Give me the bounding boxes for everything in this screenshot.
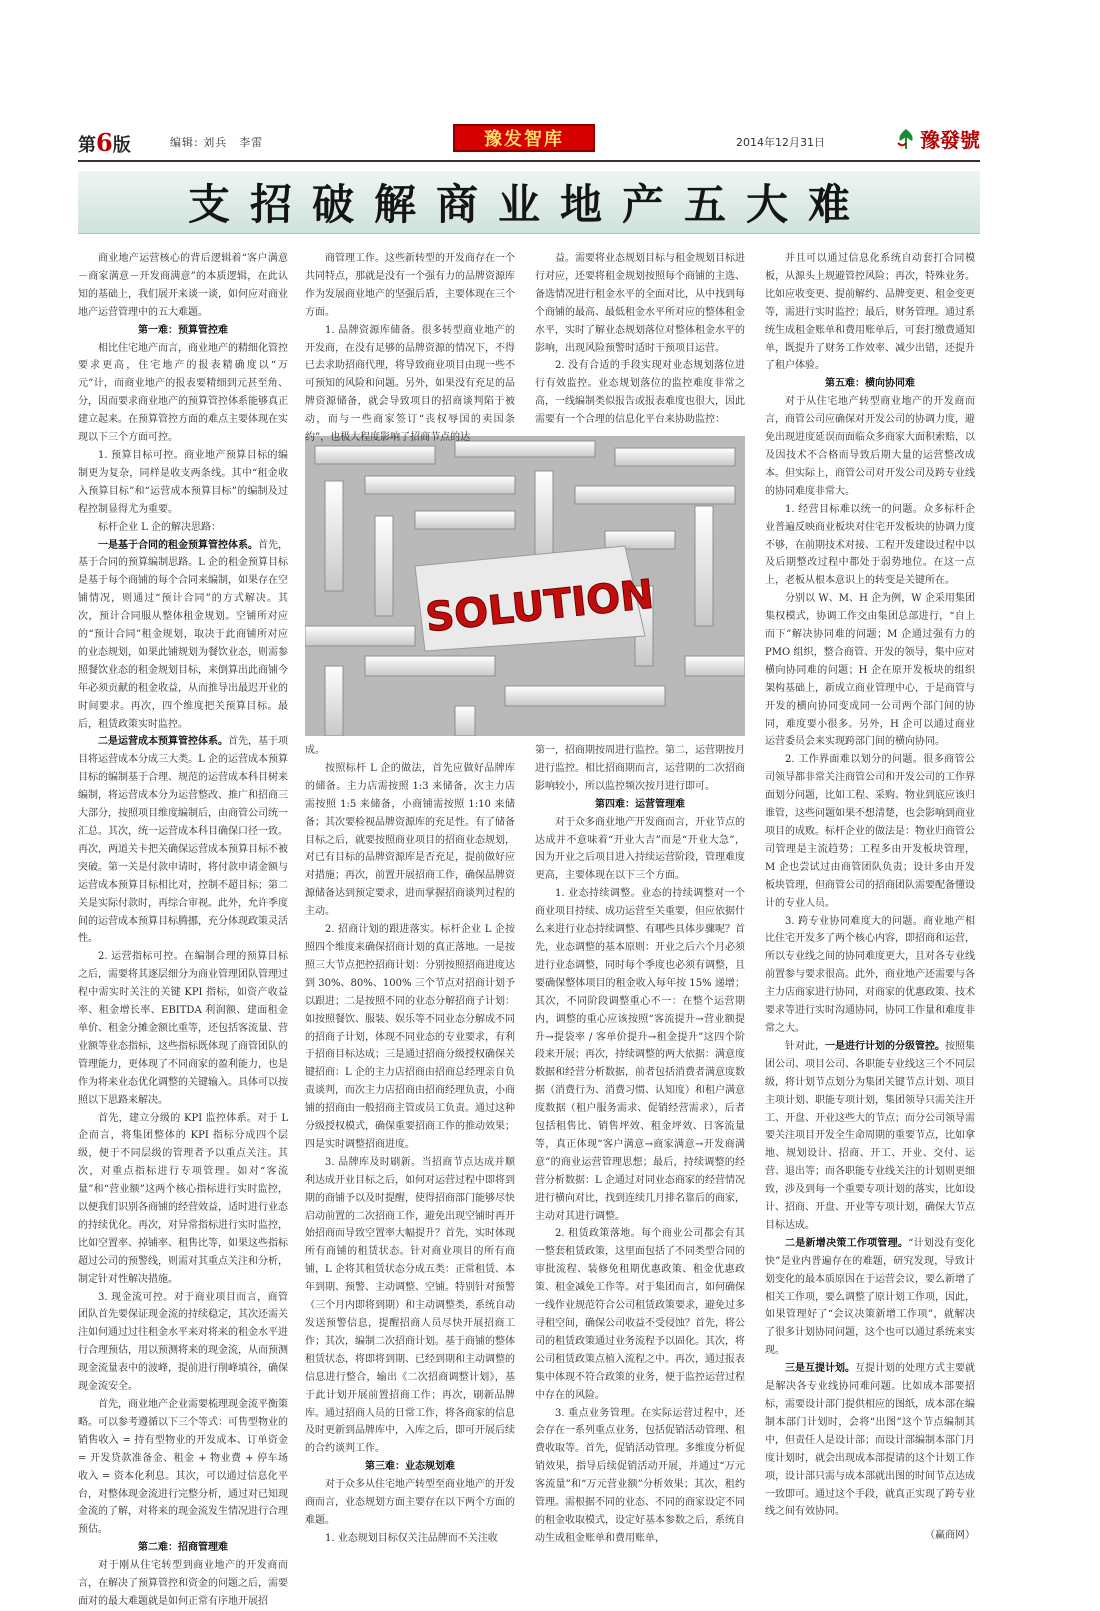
paragraph: 1. 业态持续调整。业态的持续调整对一个商业项目持续、成功运营至关重要，但应依据什么来进行业态持续调整、有哪些具体步骤呢？首先，业态调整的基本原则：开业之后六个月必须进行业态调整，同时每个季度也必须有调整，且要确保整体项目的租金收入每年按 15% 递增；其次，不同阶段调整重心不一：在整个运营期内，调整的重心应该按照“客流提升→营业额提升→提袋率 / 客单价提升→租金提升”这四个阶段来开展；再次，持续调整的两大依据：满意度数据和经营分析数据，前者包括消费者满意度数据（消费行为、消费习惯、认知度）和租户满意度数据（租户服务需求、促销经营需求），后者包括租售比、销售坪效、租金坪效、日客流量等，真正体现“客户满意→商家满意→开发商满意”的商业运营管理思想；最后，持续调整的经营分析数据：L 企通过对同业态商家的经营情况进行横向对比，找到连续几月排名靠后的商家，主动对其进行调整。 [535,888,745,1222]
page-number: 第6版 [78,128,131,157]
section-heading: 第一难：预算管控难 [138,324,228,336]
article-source: （赢商网） [925,1530,975,1542]
paragraph: 1. 经营目标难以统一的问题。众多标杆企业普遍反映商业板块对住宅开发板块的协调力度不够，在前期技术对接、工程开发建设过程中以及后期整改过程中都处于弱势地位。在这一点上，老板从根本意识上的转变是关键所在。 [765,503,975,587]
solution-word: SOLUTION [423,571,656,642]
lead-phrase: 一是基于合同的租金预算管控体系。 [98,539,258,551]
paragraph: 标杆企业 L 企的解决思路： [98,521,221,533]
paragraph: 第一，招商期按周进行监控。第二，运营期按月进行监控。相比招商期而言，运营期的二次招商影响较小，所以监控频次按月进行即可。 [535,745,745,792]
article-column-3-top [535,250,745,429]
section-heading: 第五难：横向协同难 [825,378,915,390]
paragraph: 相比住宅地产而言，商业地产的精细化管控要求更高，住宅地产的报表精确度以“万元”计，而商业地产的报表要精细到元甚至角、分，因而要求商业地产的预算管控体系能够真正建立起来。在预算管控方面的难点主要体现在实现以下三个方面可控。 [78,342,288,444]
paragraph: 3. 现金流可控。对于商业项目而言，商管团队首先要保证现金流的持续稳定，其次还需关注如何通过过往租金水平来对将来的租金水平进行合理预估，用以预测将来的现金流，从而预测现金流量表中的波峰，提前进行削峰填谷，确保现金流安全。 [78,1291,288,1393]
article-column-3-bottom [535,742,745,1548]
paragraph: 分别以 W、M、H 企为例，W 企采用集团集权模式，协调工作交由集团总部进行，“自上而下”解决协同难的问题；M 企通过强有力的 PMO 组织，整合商管、开发的领导，集中应对横向协同难的问题；H 企在原开发板块的组织架构基础上，新成立商业管理中心，于是商管与开发的横向协同变成同一公司两个部门间的协同，难度要小很多。另外，H 企可以通过商业运营委员会来实现跨部门间的横向协同。 [765,593,975,748]
lead-phrase: 二是新增决策工作项管理。 [785,1237,909,1249]
paragraph: 二是运营成本预算管控体系。首先，基于项目将运营成本分成三大类。L 企的运营成本预算目标的编制基于合理、规范的运营成本科目树来编制，将运营成本分为运营整改、推广和招商三大部分，按照项目维度编制后，由商管公司统一汇总。其次，统一运营成本科目确保口径一致。再次，两道关卡把关确保运营成本预算目标不被突破。第一关是付款申请时，将付款申请金额与运营成本预算目标相比对，控制不超目标；第二关是实际付款时，再综合审视。此外，允许季度间的运营成本预算目标腾挪，充分体现政策灵活性。 [78,736,288,945]
newspaper-logo [894,124,980,153]
paragraph: 2. 工作界面难以划分的问题。很多商管公司领导都非常关注商管公司和开发公司的工作界面划分问题，比如工程、采购、物业到底应该归谁管，这些问题如果不想清楚，也会影响到商业项目的成败。标杆企业的做法是：物业归商管公司管理是主流趋势；工程多由开发板块管理，M 企也尝试过由商管团队负责；设计多由开发板块管理，但商管公司的招商团队需要配备懂设计的专业人员。 [765,754,975,909]
logo-text: 豫發號 [920,128,980,152]
paragraph: 1. 业态规划目标仅关注品牌而不关注收 [325,1532,498,1544]
article-column-1 [78,250,288,1611]
article-column-4 [765,250,975,1545]
paragraph: 对于众多从住宅地产转型至商业地产的开发商而言，业态规划方面主要存在以下两个方面的难题。 [305,1479,515,1526]
paragraph: 并且可以通过信息化系统自动套打合同模板，从源头上规避管控风险；再次，特殊业务。比如应收变更、提前解约、品牌变更、租金变更等，需进行实时监控；最后，财务管理。通过系统生成租金账单和费用账单后，可套打缴费通知单，既提升了财务工作效率、减少出错，还提升了租户体验。 [765,253,975,372]
paragraph: 2. 招商计划的跟进落实。标杆企业 L 企按照四个维度来确保招商计划的真正落地。一是按照三大节点把控招商计划：分别按照招商进度达到 30%、80%、100% 三个节点对招商计划予以跟进；二是按照不同的业态分解招商子计划：如按照餐饮、服装、娱乐等不同业态分解成不同的招商子计划，体现不同业态的专业要求，有利于招商目标达成；三是通过招商分级授权确保关键招商：L 企的主力店招商由招商总经理亲自负责谈判，而次主力店招商由招商经理负责，小商铺的招商由一般招商主管或员工负责。通过这种分级授权模式，确保重要招商工作的推动效果；四是实时调整招商进度。 [305,924,515,1150]
section-heading: 第四难：运营管理难 [595,798,685,810]
headline: 支招破解商业地产五大难 [187,180,870,229]
maze-illustration [305,436,745,736]
section-heading: 第三难：业态规划难 [365,1461,455,1473]
solution-maze-photo [305,436,745,736]
paragraph: 一是基于合同的租金预算管控体系。首先，基于合同的预算编制思路。L 企的租金预算目标是基于每个商铺的每个合同来编制，如果存在空铺情况，则通过“预计合同”的方式解决。其次，预计合同服从整体租金规划。空铺所对应的“预计合同”租金规划，取决于此商铺所对应的业态规划，如果此铺规划为餐饮业态，则需参照餐饮业态的租金规划目标，来倒算出此商铺今年必须贡献的租金收益，从而推导出最迟开业的时间要求。再次，四个维度把关预算目标。最后，租赁政策实时监控。 [78,539,288,730]
paragraph: 按照标杆 L 企的做法，首先应做好品牌库的储备。主力店需按照 1:3 来储备，次主力店需按照 1:5 来储备，小商铺需按照 1:10 来储备；其次要检视品牌资源库的充足性。有了储备目标之后，就要按照商业项目的招商业态规划，对已有目标的品牌资源库是否充足，提前做好应对措施；再次，前置开展招商工作，确保品牌资源储备达到预定要求，进而掌握招商谈判过程的主动。 [305,762,515,918]
issue-date: 2014年12月31日 [736,136,825,149]
paragraph: 针对此，一是进行计划的分级管控。按照集团公司、项目公司、各职能专业线这三个不同层级，将计划节点划分为集团关键节点计划、项目主项计划、职能专项计划，集团领导只需关注开工、开盘、开业这些大的节点；而分公司领导需要关注项目开发全生命周期的重要节点，比如拿地、规划设计、招商、开工、开业、交付、运营、退出等；而各职能专业线关注的计划则更细致，涉及到每一个重要专项计划的落实，比如设计、招商、开盘、开业等专项计划，确保大节点目标达成。 [765,1040,975,1231]
paragraph: 益。需要将业态规划目标与租金规划目标进行对应，还要将租金规划按照每个商铺的主选、备选情况进行租金水平的全面对比，从中找到每个商铺的最高、最低租金水平所对应的整体租金水平，实时了解业态规划落位对整体租金水平的影响，出现风险预警时适时干预项目运营。 [535,253,745,354]
headline-banner [78,171,980,234]
lead-phrase: 一是进行计划的分级管控。 [825,1040,945,1052]
paragraph: 1. 预算目标可控。商业地产预算目标的编制更为复杂，同样是收支两条线。其中“租金收入预算目标”和“运营成本预算目标”的编制及过程控制显得尤为重要。 [78,449,288,515]
paragraph: 商管理工作。这些新转型的开发商存在一个共同特点，那就是没有一个强有力的品牌资源库作为发展商业地产的坚强后盾，主要体现在三个方面。 [305,253,515,318]
paragraph: 3. 重点业务管理。在实际运营过程中，还会存在一系列重点业务，包括促销活动管理、租费收取等。首先，促销活动管理。多维度分析促销效果，指导后续促销活动开展，并通过“万元客流量”和“万元营业额”分析效果；其次，租约管理。需根据不同的业态、不同的商家设定不同的租金收取模式，设定好基本参数之后，系统自动生成租金账单和费用账单， [535,1407,745,1544]
paragraph: 2. 租赁政策落地。每个商业公司都会有其一整套租赁政策，这里面包括了不同类型合同的审批流程、装修免租期优惠政策、租金优惠政策、租金减免工作等。对于集团而言，如何确保一线作业规范符合公司租赁政策要求，避免过多寻租空间，确保公司收益不受侵蚀？首先，将公司的租赁政策通过业务流程予以固化。其次，将公司租赁政策点植入流程之中。再次，通过报表集中体现不符合政策的业务，便于监控运营过程中存在的风险。 [535,1228,745,1401]
article-column-2-top [305,250,515,447]
paragraph: 成。 [305,745,325,756]
paragraph: 对于刚从住宅转型到商业地产的开发商而言，在解决了预算管控和资金的问题之后，需要面对的最大难题就是如何正常有序地开展招 [78,1560,288,1607]
paragraph: 商业地产运营核心的背后逻辑着“客户满意－商家满意－开发商满意”的本质逻辑，在此认知的基础上，我们展开来谈一谈，如何应对商业地产运营管理中的五大难题。 [78,253,288,318]
paragraph: 3. 品牌库及时刷新。当招商节点达成并顺利达成开业目标之后，如何对运营过程中即将到期的商铺予以及时提醒，使得招商部门能够尽快启动前置的二次招商工作，避免出现空铺时再开始招商而导致空置率大幅提升？首先，实时体现所有商铺的租赁状态。针对商业项目的所有商铺，L 企将其租赁状态分成五类：正常租赁、本年到期、预警、主动调整、空铺。特别针对预警（三个月内即将到期）和主动调整类，系统自动发送预警信息，提醒招商人员尽快开展招商工作；其次，编制二次招商计划。基于商铺的整体租赁状态，将即将到期、已经到期和主动调整的信息进行整合，输出《二次招商调整计划》，基于此计划开展前置招商工作；再次，刷新品牌库。通过招商人员的日常工作，将各商家的信息及时更新到品牌库中，入库之后，即可开展后续的合约谈判工作。 [305,1156,515,1455]
paragraph: 二是新增决策工作项管理。“计划没有变化快”是业内普遍存在的难题，研究发现，导致计划变化的最本质原因在于运营会议，要么新增了相关工作项，要么调整了原计划工作项，因此，如果管理好了“会议决策新增工作项”，就解决了很多计划协同问题，这个也可以通过系统来实现。 [765,1237,975,1357]
leaf-logo-icon [894,127,918,151]
article-column-2-bottom [305,742,515,1548]
editor-credit: 编辑: 刘兵 李雷 [170,136,264,149]
paragraph: 对于众多商业地产开发商而言，开业节点的达成并不意味着“开业大吉”而是“开业大急”，因为开业之后项目进入持续运营阶段，管理难度更高，主要体现在以下三个方面。 [535,816,745,882]
paragraph: 对于从住宅地产转型商业地产的开发商而言，商管公司应确保对开发公司的协调力度，避免出现进度延误而面临众多商家大面积索赔，以及因技术不合格而导致后期大量的运营整改成本。但实际上，商管公司对开发公司及跨专业线的协同难度非常大。 [765,396,975,497]
paragraph: 首先，建立分级的 KPI 监控体系。对于 L 企而言，将集团整体的 KPI 指标分成四个层级，便于不同层级的管理者予以重点关注。其次，对重点指标进行专项管理。如对“客流量”和“营业额”这两个核心指标进行实时监控，以便我们识别各商铺的经营效益，适时进行业态的持续优化。再次，对异常指标进行实时监控，比如空置率、掉铺率、租售比等，如果这些指标超过公司的预警线，则需对其重点关注和分析，制定针对性解决措施。 [78,1112,288,1285]
lead-phrase: 三是互提计划。 [785,1363,855,1375]
header-rule [78,160,980,162]
section-heading: 第二难：招商管理难 [138,1542,228,1554]
lead-phrase: 二是运营成本预算管控体系。 [98,736,228,748]
paragraph: 三是互提计划。互提计划的处理方式主要就是解决各专业线协同难问题。比如成本部要招标，需要设计部门提供相应的图纸，成本部在编制本部门计划时，会将“出图”这个节点编制其中，但责任人是设计部；而设计部编制本部门月度计划时，就会出现成本部提请的这个计划工作项，设计部只需与成本部就出图的时间节点达成一致即可。通过这个手段，就真正实现了跨专业线之间有效协同。 [765,1363,975,1518]
paragraph: 3. 跨专业协同难度大的问题。商业地产相比住宅开发多了两个核心内容，即招商和运营，所以专业线之间的协同难度更大，且对各专业线前置参与要求很高。此外，商业地产还需要与各主力店商家进行协同，对商家的优惠政策、技术要求等进行实时沟通协同，协同工作量和难度非常之大。 [765,915,975,1034]
page-header [78,120,980,160]
column-title: 豫发智库 [453,124,595,152]
paragraph: 首先，商业地产企业需要梳理现金流平衡策略。可以参考遵循以下三个等式：可售型物业的销售收入 = 持有型物业的开发成本、订单资金 = 开发贷款准备金、租金 + 物业费 + 停车场收入 = 资本化利息。其次，可以通过信息化平台，对整体现金流进行完整分析，通过对已知现金流的了解，对将来的现金流发生情况进行合理预估。 [78,1399,288,1536]
paragraph: 2. 没有合适的手段实现对业态规划落位进行有效监控。业态规划落位的监控难度非常之高，一线编制类似报告或报表难度也很大，因此需要有一个合理的信息化平台来协助监控： [535,360,745,426]
paragraph: 2. 运营指标可控。在编制合理的预算目标之后，需要将其逐层细分为商业管理团队管理过程中需实时关注的关键 KPI 指标，如资产收益率、租金增长率、EBITDA 利润额、建面租金单价、租金分摊金额比重等，还包括客流量、营业额等业态指标，这些指标既体现了商管团队的管理能力，更体现了不同商家的盈利能力，也是作为将来业态优化调整的关键输入。具体可以按照以下思路来解决。 [78,951,288,1106]
paragraph: 1. 品牌资源库储备。很多转型商业地产的开发商，在没有足够的品牌资源的情况下，不得已去求助招商代理，将导致商业项目由现一些不可预知的风险和问题。另外，如果没有充足的品牌资源储备，就会导致项目的招商谈判陷于被动，而与一些商家签订“丧权辱国的卖国条约”，也极大程度影响了招商节点的达 [305,324,515,444]
